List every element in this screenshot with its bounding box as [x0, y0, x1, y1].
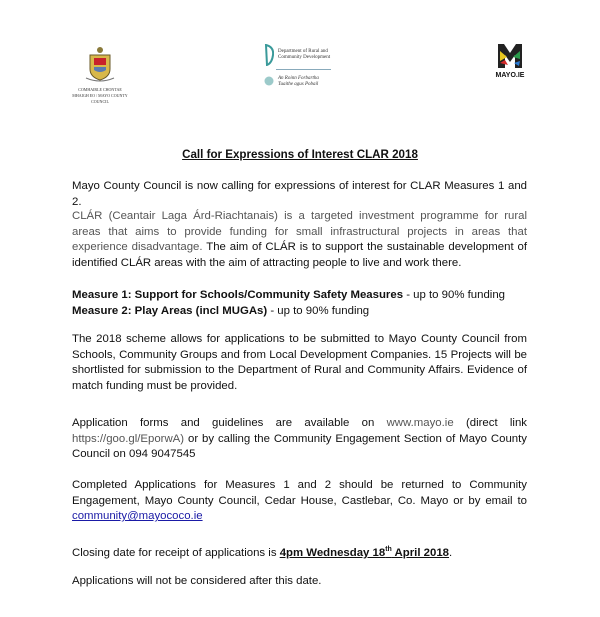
scheme-paragraph: The 2018 scheme allows for applications to be submitted to Mayo County Council from Schools, Community Groups and from Local Development Companies. 15 Projects will be shortlisted for submission to the Department of Rural and Community Affairs. Evidence of match funding must be provided. [72, 333, 527, 392]
closing-paragraph [72, 542, 527, 561]
council-caption: COMHAIRLE CHONTAE MHAIGH EO / MAYO COUNTY COUNCIL [72, 87, 128, 104]
measure-name: Measure 2: Play Areas (incl MUGAs) [72, 304, 268, 317]
application-paragraph [72, 416, 527, 463]
website-link[interactable]: www.mayo.ie [386, 417, 454, 429]
closing-date [280, 547, 449, 559]
department-logo [264, 44, 344, 91]
measure-name: Measure 1: Support for Schools/Community Safety Measures [72, 289, 404, 301]
harp-icon [264, 44, 274, 66]
dept-name-line: Department of Rural and [278, 49, 328, 54]
date-text: April 2018 [391, 546, 450, 559]
crest-icon [72, 46, 128, 84]
email-link[interactable]: community@mayococo.ie [72, 510, 203, 523]
intro-paragraph: Mayo County Council is now calling for expressions of interest for CLAR Measures 1 and 2. [72, 180, 527, 208]
text: or by calling the Community Engagement Section of Mayo County Council on 094 9047545 [72, 432, 527, 461]
dept-name-irish-line: Tuaithe agus Pobail [278, 82, 319, 87]
measure-item [72, 288, 527, 304]
text: . [449, 546, 453, 559]
clar-description: CLÁR (Ceantair Laga Árd-Riachtanais) is a targeted investment programme for rural areas that aims to provide funding for small infrastructural projects in areas that experience disadvantage. [72, 210, 527, 254]
short-link[interactable]: https://goo.gl/EporwA) [72, 432, 185, 445]
dept-name-irish-line: An Roinn Forbartha [278, 76, 319, 81]
completed-paragraph [72, 478, 527, 525]
measure-item [72, 304, 527, 320]
measures-list [72, 288, 527, 319]
measure-funding: - up to 90% funding [403, 289, 506, 301]
mayo-ie-logo [495, 43, 525, 79]
harp-icon [264, 73, 274, 91]
text: (direct link [453, 417, 527, 429]
final-note: Applications will not be considered after this date. [72, 575, 322, 587]
date-text: 4pm Wednesday 18 [279, 546, 386, 559]
mayo-m-icon [497, 43, 523, 69]
text: Closing date for receipt of applications is [72, 546, 280, 559]
text: Application forms and guidelines are available on [72, 417, 387, 429]
text: Completed Applications for Measures 1 and 2 should be returned to Community Engagement, Mayo County Council, Cedar House, Castlebar, Co. Mayo or by email to [72, 479, 527, 507]
dept-name-line: Community Development [278, 55, 331, 60]
mayo-ie-text: MAYO.IE [495, 72, 525, 79]
clar-aim: The aim of CLÁR is to support the sustainable development of identified CLÁR areas with the aim of attracting people to live and work there. [72, 241, 528, 269]
mayo-county-council-crest [72, 46, 128, 105]
date-suffix: th [385, 546, 392, 553]
measure-funding: - up to 90% funding [267, 304, 370, 317]
page-title: Call for Expressions of Interest CLAR 2018 [182, 148, 418, 161]
clar-paragraph [72, 209, 527, 271]
